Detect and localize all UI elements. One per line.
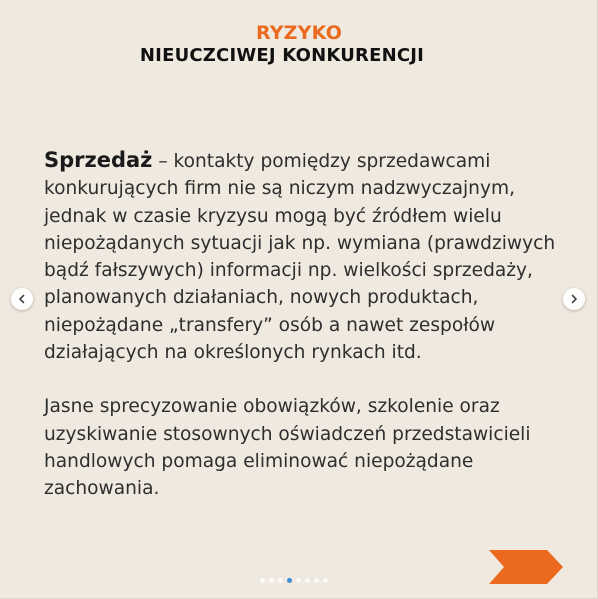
chevron-left-icon [17,294,27,304]
carousel-dot[interactable] [269,578,274,583]
lead-word: Sprzedaż [44,148,153,172]
paragraph-1-text: – kontakty pomiędzy sprzedawcami konkurujących firm nie są niczym nadzwyczajnym, jednak w czasie kryzysu mogą być źródłem wielu niepożądanych sytuacji jak np. wymiana (prawdziwych bądź fałszywych) informacji np. wielkości sprzedaży, planowanych działaniach, nowych produktach, niepożądane „transfery” osób a nawet zespołów działających na określonych rynkach itd. [44,151,556,364]
title-ryzyko: RYZYKO [255,22,343,44]
carousel-dot-active[interactable] [287,578,292,583]
slide-content [44,147,564,503]
paragraph-sprzedaz [44,147,564,366]
carousel-dot[interactable] [314,578,319,583]
carousel-prev-button[interactable] [11,288,33,310]
chevron-right-icon [569,294,579,304]
title-nieuczciwej-konkurencji: NIEUCZCIWEJ KONKURENCJI [139,45,425,66]
carousel-dot[interactable] [323,578,328,583]
paragraph-2: Jasne sprecyzowanie obowiązków, szkolenie oraz uzyskiwanie stosownych oświadczeń przedstawicieli handlowych pomaga eliminować niepożądane zachowania. [44,396,531,500]
carousel-dots [260,578,328,583]
next-arrow-icon [489,550,565,584]
carousel-dot[interactable] [296,578,301,583]
carousel-dot[interactable] [278,578,283,583]
carousel-dot[interactable] [305,578,310,583]
carousel-dot[interactable] [260,578,265,583]
carousel-next-button[interactable] [563,288,585,310]
